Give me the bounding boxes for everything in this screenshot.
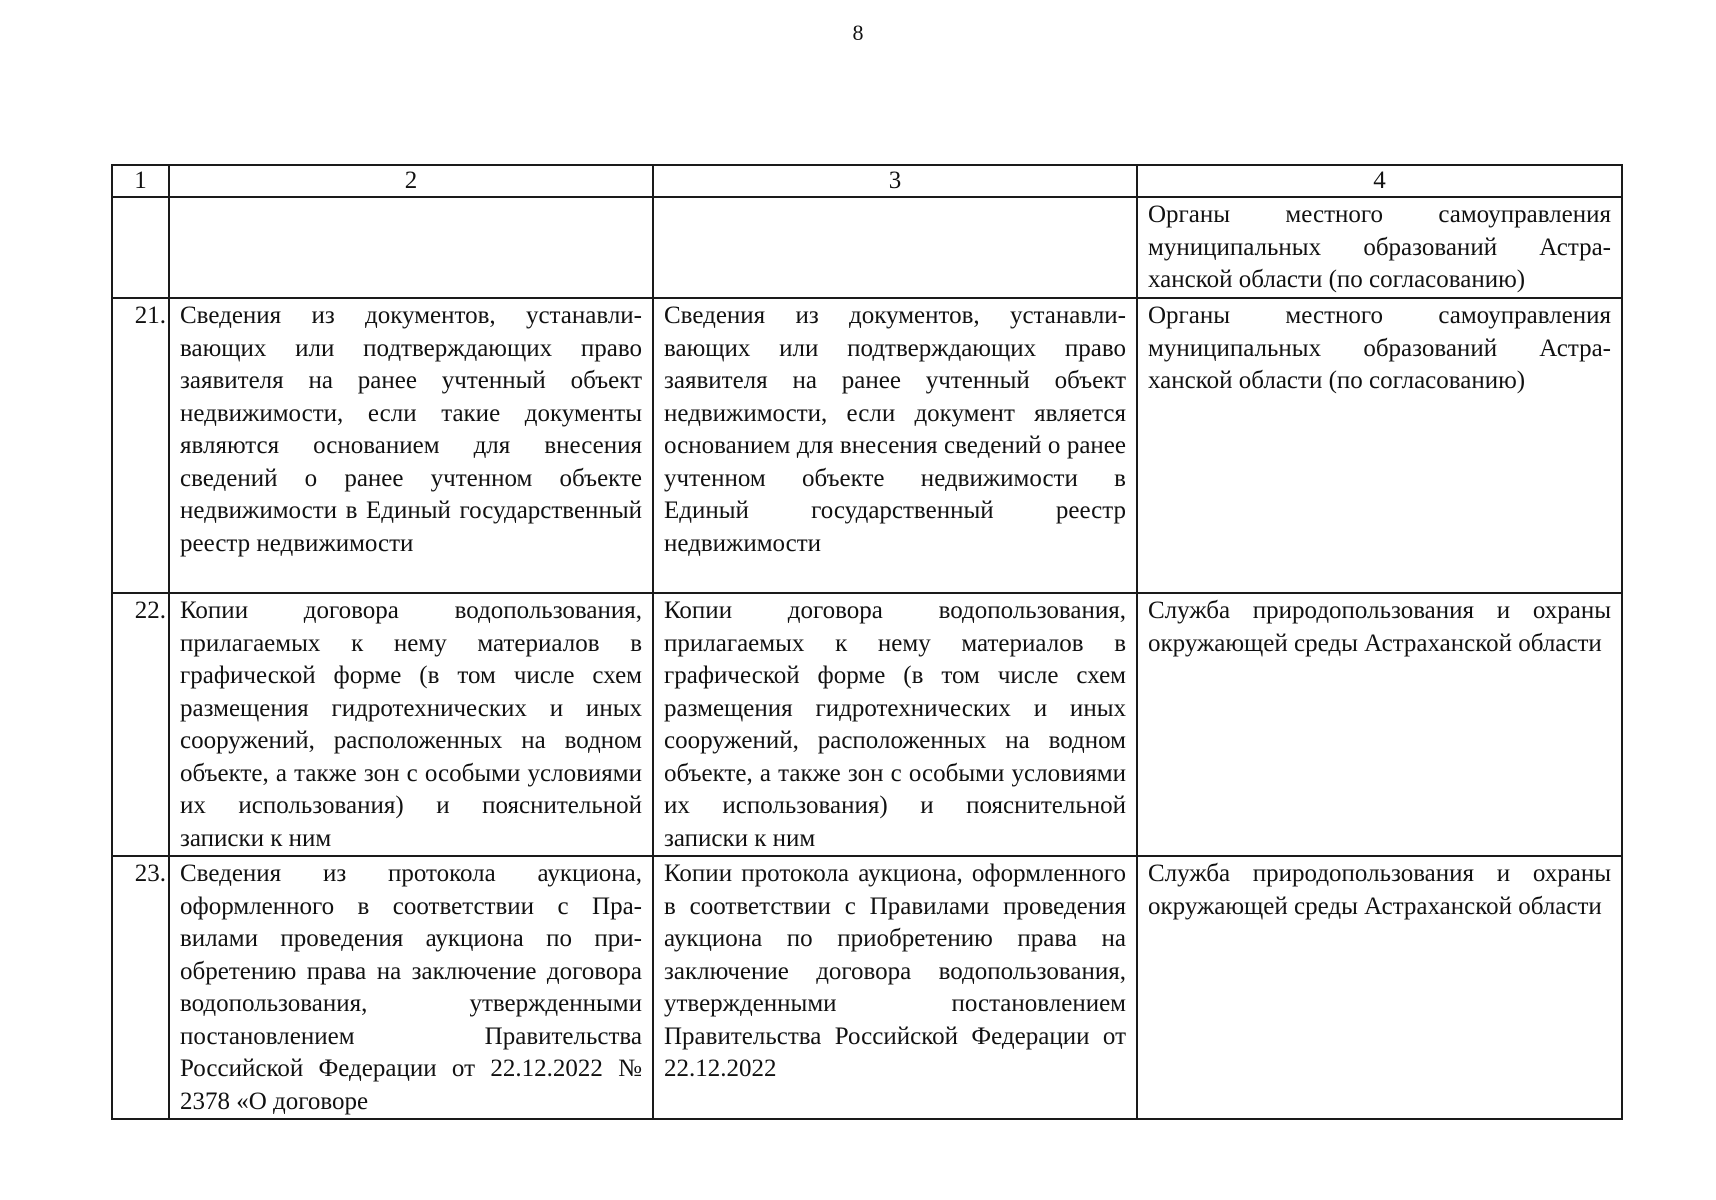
- document-name-cell: [169, 197, 653, 298]
- information-cell: Копии протокола аукциона, оформленного в соответствии с Правилами проведения аукциона по приобретению права на заключение договора водопользования, утвержденными постановлением Правительства Российской Федерации от 22.12.2022: [653, 856, 1137, 1119]
- authority-cell: Служба природопользования и охраны окружающей среды Астраханской области: [1137, 856, 1622, 1119]
- header-cell-2: 2: [169, 165, 653, 197]
- header-cell-1: 1: [112, 165, 169, 197]
- information-cell: [653, 197, 1137, 298]
- authority-cell: Органы местного самоуправления муниципальных образований Астраханской области (по согласованию): [1137, 197, 1622, 298]
- row-number-cell: 23.: [112, 856, 169, 1119]
- table-row: [112, 197, 1622, 298]
- header-cell-4: 4: [1137, 165, 1622, 197]
- row-number-cell: [112, 197, 169, 298]
- page-number: 8: [852, 20, 864, 45]
- document-name-cell: Сведения из протокола аукциона, оформленного в соответствии с Правилами проведения аукциона по приобретению права на заключение договора водопользования, утвержденными постановлением Правительства Российской Федерации от 22.12.2022 № 2378 «О договоре: [169, 856, 653, 1119]
- services-table: [111, 164, 1623, 1120]
- information-cell: Сведения из документов, устанавливающих или подтверждающих право заявителя на ранее учтенный объект недвижимости, если документ является основанием для внесения сведений о ранее учтенном объекте недвижимости в Единый государственный реестр недвижимости: [653, 298, 1137, 593]
- row-number-cell: 22.: [112, 593, 169, 856]
- authority-cell: Органы местного самоуправления муниципальных образований Астраханской области (по согласованию): [1137, 298, 1622, 593]
- header-cell-3: 3: [653, 165, 1137, 197]
- table-row: [112, 298, 1622, 593]
- authority-cell: Служба природопользования и охраны окружающей среды Астраханской области: [1137, 593, 1622, 856]
- document-name-cell: Сведения из документов, устанавливающих или подтверждающих право заявителя на ранее учтенный объект недвижимости, если такие документы являются основанием для внесения сведений о ранее учтенном объекте недвижимости в Единый государственный реестр недвижимости: [169, 298, 653, 593]
- table-row: [112, 856, 1622, 1119]
- table-row: [112, 593, 1622, 856]
- table-header-row: [112, 165, 1622, 197]
- row-number-cell: 21.: [112, 298, 169, 593]
- document-name-cell: Копии договора водопользования, прилагаемых к нему материалов в графической форме (в том числе схем размещения гидротехнических и иных сооружений, расположенных на водном объекте, а также зон с особыми условиями их использования) и пояснительной записки к ним: [169, 593, 653, 856]
- information-cell: Копии договора водопользования, прилагаемых к нему материалов в графической форме (в том числе схем размещения гидротехнических и иных сооружений, расположенных на водном объекте, а также зон с особыми условиями их использования) и пояснительной записки к ним: [653, 593, 1137, 856]
